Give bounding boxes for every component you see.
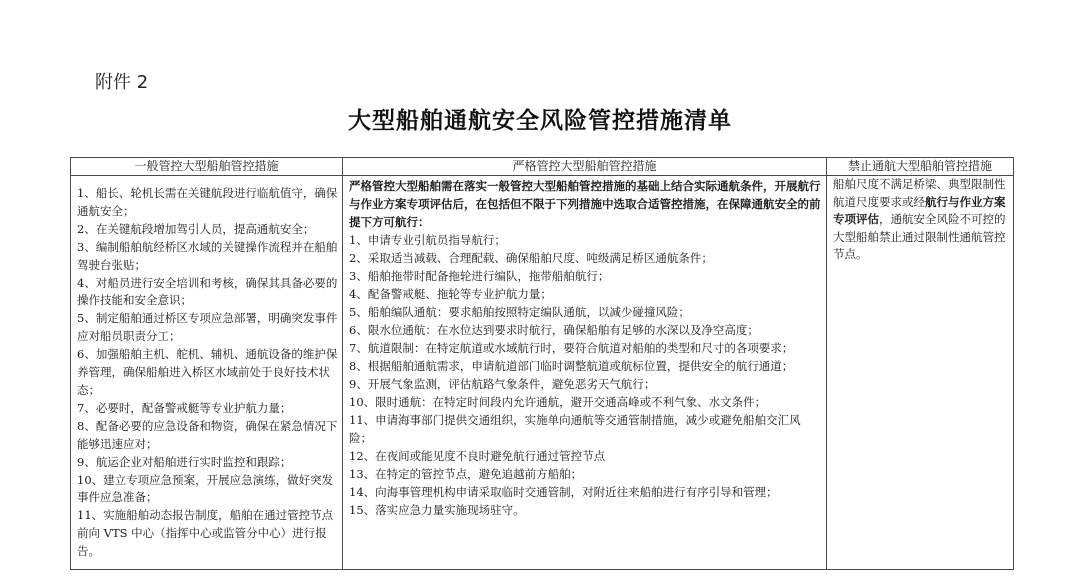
strict-item: 6、限水位通航：在水位达到要求时航行，确保船舶有足够的水深以及净空高度； bbox=[349, 323, 759, 337]
strict-measures-list bbox=[349, 231, 822, 519]
strict-item: 15、落实应急力量实施现场驻守。 bbox=[349, 503, 525, 517]
strict-item: 14、向海事管理机构申请采取临时交通管制，对附近往来船舶进行有序引导和管理； bbox=[349, 485, 778, 499]
ban-text-part1: 船舶尺度不满足桥梁、典型限制性航道尺度要求或经 bbox=[833, 177, 1006, 209]
general-item: 4、对船员进行安全培训和考核，确保其具备必要的操作技能和安全意识； bbox=[77, 275, 338, 308]
page-title: 大型船舶通航安全风险管控措施清单 bbox=[348, 108, 732, 134]
measures-table bbox=[70, 157, 1014, 570]
ban-text-bold: 航行与作业方案专项评估 bbox=[833, 194, 1006, 226]
general-item: 11、实施船舶动态报告制度，船舶在通过管控节点前向 VTS 中心（指挥中心或监管分中心）进行报告。 bbox=[77, 508, 334, 559]
header-strict: 严格管控大型船舶管控措施 bbox=[343, 158, 827, 176]
general-item: 6、加强船舶主机、舵机、辅机、通航设备的维护保养管理，确保船舶进入桥区水域前处于良好技术状态； bbox=[77, 347, 338, 397]
attachment-label: 附件 2 bbox=[95, 72, 149, 93]
general-item: 2、在关键航段增加驾引人员，提高通航安全； bbox=[77, 221, 315, 236]
ban-text-part2: ，通航安全风险不可控的大型船舶禁止通过限制性通航管控节点。 bbox=[833, 212, 1006, 261]
strict-item: 12、在夜间或能见度不良时避免航行通过管控节点 bbox=[349, 449, 606, 463]
general-item: 10、建立专项应急预案，开展应急演练，做好突发事件应急准备； bbox=[77, 472, 334, 505]
general-item: 1、船长、轮机长需在关键航段进行临航值守，确保通航安全； bbox=[77, 186, 338, 218]
ban-measures-cell bbox=[827, 176, 1014, 570]
strict-item: 11、申请海事部门提供交通组织，实施单向通航等交通管制措施，减少或避免船舶交汇风险； bbox=[349, 413, 801, 445]
ban-text bbox=[833, 176, 1007, 264]
general-measures-list bbox=[77, 185, 338, 561]
strict-item: 13、在特定的管控节点，避免追越前方船舶； bbox=[349, 467, 583, 481]
strict-item: 3、船舶拖带时配备拖轮进行编队，拖带船舶航行； bbox=[349, 269, 610, 283]
strict-item: 9、开展气象监测，评估航路气象条件，避免恶劣天气航行； bbox=[349, 377, 656, 391]
strict-measures-cell bbox=[343, 176, 827, 570]
general-measures-cell bbox=[71, 176, 343, 570]
table-row bbox=[71, 176, 1014, 570]
strict-item: 8、根据船舶通航需求，申请航道部门临时调整航道或航标位置，提供安全的航行通道； bbox=[349, 359, 794, 373]
strict-item: 2、采取适当减载、合理配载、确保船舶尺度、吨级满足桥区通航条件； bbox=[349, 251, 713, 265]
general-item: 8、配备必要的应急设备和物资，确保在紧急情况下能够迅速应对； bbox=[77, 418, 338, 451]
strict-intro: 严格管控大型船舶需在落实一般管控大型船舶管控措施的基础上结合实际通航条件，开展航行与作业方案专项评估后，在包括但不限于下列措施中选取合适管控措施，在保障通航安全的前提下方可航行： bbox=[349, 179, 821, 229]
strict-item: 1、申请专业引航员指导航行； bbox=[349, 233, 506, 247]
general-item: 9、航运企业对船舶进行实时监控和跟踪； bbox=[77, 454, 292, 469]
header-general: 一般管控大型船舶管控措施 bbox=[71, 158, 343, 176]
strict-item: 5、船舶编队通航：要求船舶按照特定编队通航，以减少碰撞风险； bbox=[349, 305, 690, 319]
strict-item: 10、限时通航：在特定时间段内允许通航，避开交通高峰或不利气象、水文条件； bbox=[349, 395, 767, 409]
table-header-row bbox=[71, 158, 1014, 176]
general-item: 3、编制船舶航经桥区水域的关键操作流程并在船舶驾驶台张贴； bbox=[77, 239, 338, 272]
general-item: 5、制定船舶通过桥区专项应急部署，明确突发事件应对船员职责分工； bbox=[77, 311, 338, 344]
general-item: 7、必要时，配备警戒艇等专业护航力量； bbox=[77, 400, 292, 415]
strict-item: 7、航道限制：在特定航道或水域航行时，要符合航道对船舶的类型和尺寸的各项要求； bbox=[349, 341, 794, 355]
header-ban: 禁止通航大型船舶管控措施 bbox=[827, 158, 1014, 176]
strict-item: 4、配备警戒艇、拖轮等专业护航力量； bbox=[349, 287, 552, 301]
